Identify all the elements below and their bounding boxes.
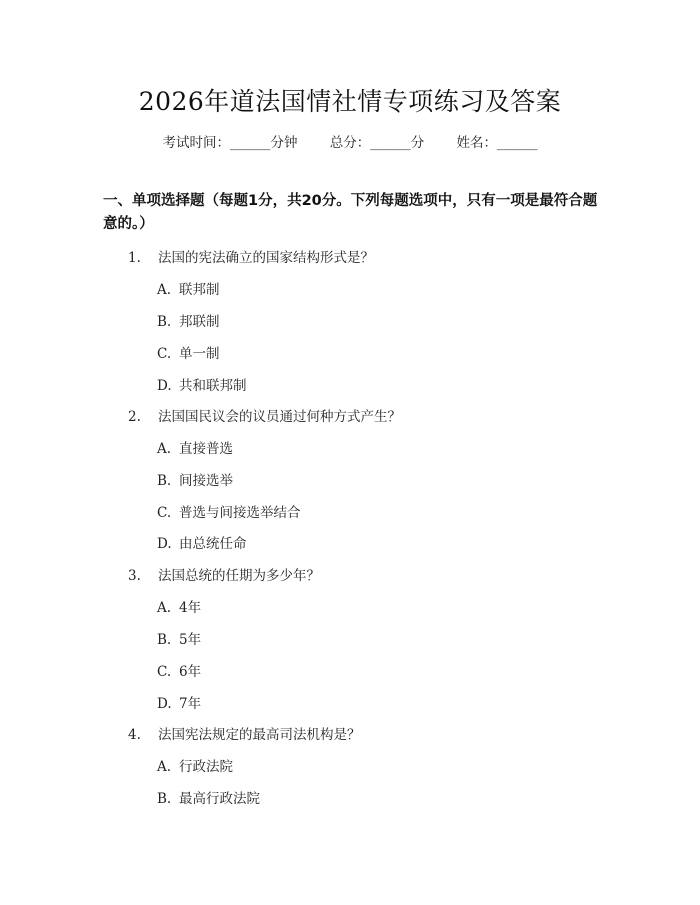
option-4b: [157, 787, 260, 807]
option-letter: B.: [157, 473, 172, 489]
option-1a: [157, 278, 220, 298]
question-3: [128, 564, 320, 584]
option-2b: [157, 469, 233, 489]
question-text: 法国总统的任期为多少年？: [158, 568, 320, 584]
exam-name: 姓名：______: [456, 135, 538, 151]
option-text: 直接普选: [179, 441, 233, 457]
question-2: [128, 405, 401, 425]
option-letter: D.: [157, 536, 172, 552]
option-letter: D.: [157, 696, 172, 712]
option-letter: B.: [157, 632, 172, 648]
option-text: 最高行政法院: [179, 791, 260, 807]
question-4: [128, 723, 361, 743]
question-text: 法国国民议会的议员通过何种方式产生？: [158, 409, 401, 425]
question-1: [128, 246, 374, 266]
option-letter: C.: [157, 346, 172, 362]
section-heading: 一、单项选择题（每题1分，共20分。下列每题选项中，只有一项是最符合题意的。）: [103, 193, 598, 232]
option-text: 间接选举: [179, 473, 233, 489]
exam-time: 考试时间：______分钟: [162, 135, 298, 151]
option-text: 5年: [179, 632, 202, 648]
option-letter: A.: [157, 600, 172, 616]
question-number: 1.: [128, 250, 141, 266]
option-3d: [157, 692, 201, 712]
option-text: 6年: [179, 664, 202, 680]
option-letter: D.: [157, 378, 172, 394]
question-number: 3.: [128, 568, 141, 584]
option-letter: C.: [157, 664, 172, 680]
option-letter: A.: [157, 759, 172, 775]
option-letter: B.: [157, 791, 172, 807]
option-letter: A.: [157, 441, 172, 457]
option-text: 邦联制: [179, 314, 220, 330]
option-2c: [157, 501, 301, 521]
option-text: 行政法院: [179, 759, 233, 775]
option-text: 7年: [179, 696, 202, 712]
option-3b: [157, 628, 201, 648]
option-1d: [157, 374, 247, 394]
question-text: 法国宪法规定的最高司法机构是？: [158, 727, 361, 743]
option-text: 共和联邦制: [179, 378, 247, 394]
option-text: 由总统任命: [179, 536, 247, 552]
question-number: 2.: [128, 409, 141, 425]
option-letter: B.: [157, 314, 172, 330]
option-3c: [157, 660, 201, 680]
option-2d: [157, 532, 247, 552]
exam-meta: [0, 131, 700, 151]
option-2a: [157, 437, 233, 457]
option-text: 普选与间接选举结合: [179, 505, 301, 521]
option-letter: A.: [157, 282, 172, 298]
exam-score: 总分：______分: [329, 135, 425, 151]
option-1c: [157, 342, 220, 362]
option-3a: [157, 596, 201, 616]
question-number: 4.: [128, 727, 141, 743]
option-4a: [157, 755, 233, 775]
page-title: 2026年道法国情社情专项练习及答案: [138, 87, 562, 116]
question-text: 法国的宪法确立的国家结构形式是？: [158, 250, 374, 266]
option-text: 单一制: [179, 346, 220, 362]
option-letter: C.: [157, 505, 172, 521]
option-text: 联邦制: [179, 282, 220, 298]
option-text: 4年: [179, 600, 202, 616]
option-1b: [157, 310, 220, 330]
